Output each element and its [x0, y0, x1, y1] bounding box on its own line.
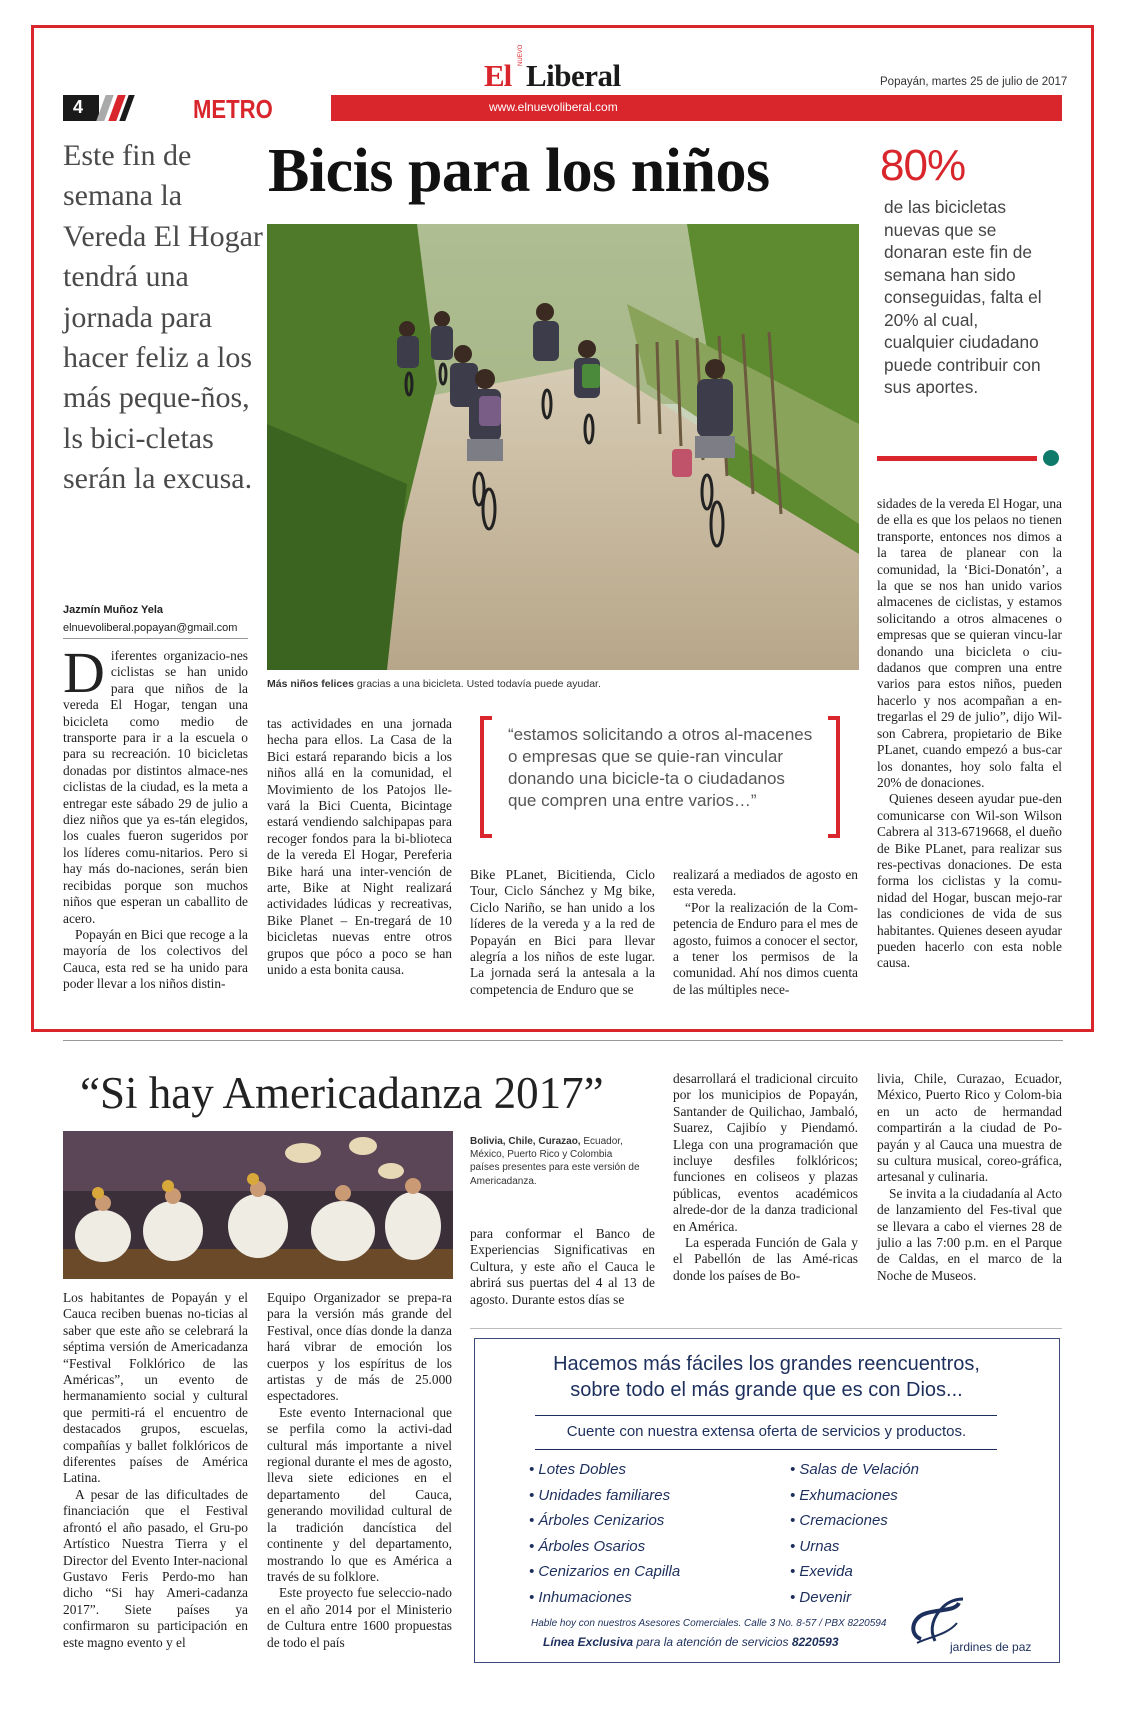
ad-list-item: • Cremaciones — [790, 1512, 888, 1529]
photo-caption-text: gracias a una bicicleta. Usted todavía puede ayudar. — [353, 678, 601, 690]
paragraph: Bike PLanet, Bicitienda, Ciclo Tour, Ciclo Sánchez y Mg bike, Ciclo Nariño, se han unido a los líderes de la vereda y a la red de Popayán en Bici para llevar alegría a los niños de este lugar. La jornada será la antesala a la competencia de Enduro que se — [470, 867, 655, 997]
second-headline: “Si hay Americadanza 2017” — [80, 1068, 604, 1118]
ad-rule — [535, 1449, 997, 1450]
stat-value: 80% — [880, 141, 966, 190]
ad-list-item: • Inhumaciones — [529, 1588, 632, 1606]
second-column-5 — [877, 1071, 1062, 1284]
ad-list-item: • Cenizarios en Capilla — [529, 1563, 681, 1580]
article-column-2 — [267, 716, 452, 979]
author-email: elnuevoliberal.popayan@gmail.com — [63, 622, 238, 634]
ad-rule — [535, 1415, 997, 1416]
logo-liberal: Liberal — [526, 58, 621, 93]
logo-el: El — [484, 58, 512, 93]
pull-quote-bracket-left — [480, 716, 492, 838]
paragraph: Quienes deseen ayudar pue-den comunicarse con Wil-son Wilson Cabrera al 313-6719668, el dueño de Bike PLanet, para realizar sus res-pectivas donaciones. De esta forma los ciclistas y la comu-nidad del Hogar, buscan mejo-rar las condiciones de vida de sus habitantes. Quienes deseen ayudar pueden hacerlo con esta noble causa. — [877, 791, 1062, 971]
ad-list-item: • Árboles Osarios — [529, 1537, 646, 1555]
drop-cap: D — [63, 640, 105, 705]
ad-headline-1: Hacemos más fáciles los grandes reencuentros, — [553, 1353, 980, 1375]
paragraph: La esperada Función de Gala y el Pabellón de las Amé-ricas donde los países de Bo- — [673, 1235, 858, 1283]
ad-list-item: • Salas de Velación — [790, 1461, 919, 1478]
edition-date: Popayán, martes 25 de julio de 2017 — [880, 76, 1068, 88]
second-column-3 — [470, 1226, 655, 1308]
author-name: Jazmín Muñoz Yela — [63, 604, 164, 616]
paragraph: “Por la realización de la Com-petencia de Enduro para el mes de agosto, fuimos a conocer el sector, a tener los permisos de la comunidad. Ahí nos dimos cuenta de las múltiples nece- — [673, 899, 859, 997]
section-divider — [63, 1040, 1063, 1041]
ad-list-item: • Exevida — [790, 1563, 853, 1580]
ad-footer-line-2 — [543, 1635, 839, 1649]
ad-list-item: • Urnas — [790, 1537, 840, 1555]
stat-rule — [877, 456, 1037, 461]
ad-headline-2: sobre todo el más grande que es con Dios... — [570, 1379, 963, 1401]
paragraph: sidades de la vereda El Hogar, una de ella es que los pelaos no tienen transporte, entonces nos dimos a la tarea de planear con la comunidad, la ‘Bici-Donatón’, a la que se nos han unido varios almacenes de ciclistas, y estamos solicitando a otros almacenes o empresas que se quieran vincu-lar donando una bicicleta o ciu-dadanos que compren una entre varios para estos niños, pueden hacerlo y nos acompañan a en-tregarlas el 29 de julio”, dijo Wil-son Cabrera, propietario de Bike PLanet, cuando empezó a bus-car los donantes, hoy solo falta el 20% de donaciones. — [877, 496, 1062, 790]
pull-quote-bracket-right — [828, 716, 840, 838]
article-column-5 — [877, 496, 1062, 972]
folkloric-dancers-photo — [63, 1131, 453, 1279]
ad-subhead: Cuente con nuestra extensa oferta de servicios y productos. — [566, 1423, 967, 1440]
paragraph: Este proyecto fue selecciо-nado en el año 2014 por el Ministerio de Cultura entre 1600 propuestas de todo el país — [267, 1585, 452, 1650]
ad-list-item: • Unidades familiares — [529, 1486, 671, 1504]
ad-list-left — [529, 1457, 769, 1610]
ad-list-item: • Devenir — [790, 1588, 852, 1606]
stat-dot — [1043, 450, 1059, 466]
paragraph: tas actividades en una jornada hecha para ellos. La Casa de la Bici estará reparando bicis a los niños allá en la comunidad, el Movimiento de los Patojos lle-vará la Bici Cuenta, Bicintage estará vendiendo salchipapas para recoger fondos para la bi-blioteca de la vereda El Hogar, Pereferia Bike hará una inter-vención de arte, Bike at Night realizará actividades lúdicas y recreativas, Bike Planet – En-tregará de 10 bicicletas nuevas entre otros grupos que póco a poco se han unido a esta bonita causa. — [267, 716, 452, 978]
paragraph: realizará a mediados de agosto en esta vereda. — [673, 867, 858, 899]
dance-caption-bold: Bolivia, Chile, Curazao, — [470, 1136, 581, 1147]
paragraph: Este evento Internacional que se perfila como la activi-dad cultural más importante a nivel regional durante el mes de agosto, lleva siete ediciones en el departamento del Cauca, generando movilidad cultural de la tradición dancística del continente y del departamento, mostrando lo que es América a través de su folklore. — [267, 1404, 452, 1584]
brand-logo-icon — [907, 1595, 967, 1645]
article-deck: Este fin de semana la Vereda El Hogar tendrá una jornada para hacer feliz a los más peque-ños, ls bici-cletas serán la excusa. — [63, 139, 263, 496]
second-column-1 — [63, 1290, 248, 1651]
second-column-4 — [673, 1071, 858, 1284]
brand-name: jardines de paz — [950, 1640, 1032, 1654]
article-column-3 — [470, 867, 655, 998]
paragraph: Popayán en Bici que recoge a la mayoría de los colectivos del Cauca, esta red se ha unido para poder llevar a los niños distin- — [63, 926, 248, 992]
funeral-ad — [474, 1338, 1060, 1663]
logo-nuevo: NUEVO — [518, 44, 524, 66]
ad-exclusive-label: Línea Exclusiva — [543, 1635, 634, 1649]
ad-list-right — [790, 1457, 1030, 1610]
kids-bikes-photo — [267, 224, 859, 670]
ad-list-item: • Exhumaciones — [790, 1486, 898, 1504]
article-headline: Bicis para los niños — [268, 137, 770, 205]
paragraph: A pesar de las dificultades de financiación que el Festival afrontó el año pasado, el Gru-po Artístico Nuestra Tierra y el Director del Evento Inter-nacional Gustavo Feris Perdo-mo han dicho “Si hay Ameri-cadanza 2017”. Siete países ya confirmaron su participación en este magno evento y el — [63, 1486, 248, 1650]
paragraph: para conformar el Banco de Experiencias Significativas en Cultura, y este año el Cauca le abrirá sus puertas del 4 al 13 de agosto. Durante estos días se — [470, 1226, 655, 1307]
page-number: 4 — [73, 97, 84, 117]
paragraph: Se invita a la ciudadanía al Acto de lanzamiento del Fes-tival que se llevara a cabo el viernes 28 de julio a las 7:00 p.m. en el Parque de Caldas, en el marco de la Noche de Museos. — [877, 1185, 1062, 1283]
paragraph: Los habitantes de Popayán y el Cauca reciben buenas no-ticias al saber que este año se celebrará la séptima versión de Americadanza “Festival Folklórico de las Américas”, un evento de hermanamiento social y cultural que permiti-rá el encuentro de destacados grupos, escuelas, compañías y ballet folklóricos de diferentes países de América Latina. — [63, 1290, 248, 1486]
section-bar — [63, 94, 1063, 124]
paragraph: desarrollará el tradicional circuito por los municipios de Popayán, Santander de Quilichao, Jambaló, Suarez, Cajibío y Piendamó. Llega con una programación que incluye desfiles folklóricos; funciones en coliseos y plazas públicas, eventos académicos alrede-dor de la danza tradicional en América. — [673, 1071, 858, 1234]
ad-phone: 8220593 — [791, 1635, 839, 1649]
main-photo — [267, 224, 859, 670]
ad-list-item: • Lotes Dobles — [529, 1461, 626, 1478]
photo-caption-bold: Más niños felices — [267, 678, 354, 690]
paragraph: livia, Chile, Curazao, Ecuador, México, Puerto Rico y Colom-bia en un acto de hermandad compartirán a la ciudad de Po-payán y al Cauca una muestra de su cultura musical, coreo-gráfica, artesanal y culinaria. — [877, 1071, 1062, 1185]
ad-footer-line-1: Hable hoy con nuestros Asesores Comerciales. Calle 3 No. 8-57 / PBX 8220594 — [531, 1618, 887, 1629]
dance-photo — [63, 1131, 453, 1279]
ad-divider — [470, 1328, 1062, 1329]
ad-service-text: para la atención de servicios — [633, 1635, 792, 1649]
photo-caption — [267, 678, 859, 690]
second-column-2 — [267, 1290, 452, 1651]
dance-caption-text: Ecuador, México, Puerto Rico y Colombia países presentes para este versión de Americadanza. — [470, 1136, 640, 1187]
section-red-bar — [331, 95, 1062, 121]
article-column-4 — [673, 867, 858, 998]
paragraph: Equipo Organizador se prepa-ra para la versión más grande del Festival, once días donde la danza hará vibrar de emoción los cuerpos y los espíritus de los artistas y de más de 25.000 espectadores. — [267, 1290, 452, 1404]
pull-quote: “estamos solicitando a otros al-macenes o empresas que se quie-ran vincular donando una biciclе-ta o ciudadanos que compren una entre varios…” — [508, 725, 813, 810]
website-url: www.elnuevoliberal.com — [489, 100, 618, 114]
author-divider — [63, 638, 248, 639]
section-name: METRO — [193, 94, 273, 124]
dance-caption — [470, 1135, 640, 1188]
jardines-logo-icon — [907, 1595, 967, 1645]
ad-list-item: • Árboles Cenizarios — [529, 1512, 665, 1529]
article-column-1 — [63, 640, 248, 993]
paragraph: iferentes organizacio-nes ciclistas se han unido para que niños de la vereda El Hogar, tengan una bicicleta como medio de transporte para ir a la escuela o para su recreación. 10 bicicletas donadas por distintos almace-nes ciclistas de la ciudad, es la meta a entregar este sábado 29 de julio a diez niños que ya es-tán elegidos, los cuales fueron sugeridos por los líderes comu-nitarios. Pero si hay más do-naciones, serán bien recibidas porque son muchos niños que esperan un caballito de acero. — [63, 648, 248, 926]
stat-text: de las bicicletas nuevas que se donaran este fin de semana han sido conseguidas, falta el 20% al cual, cualquier ciudadano puede contribuir con sus aportes. — [884, 197, 1042, 397]
logo — [484, 44, 654, 93]
